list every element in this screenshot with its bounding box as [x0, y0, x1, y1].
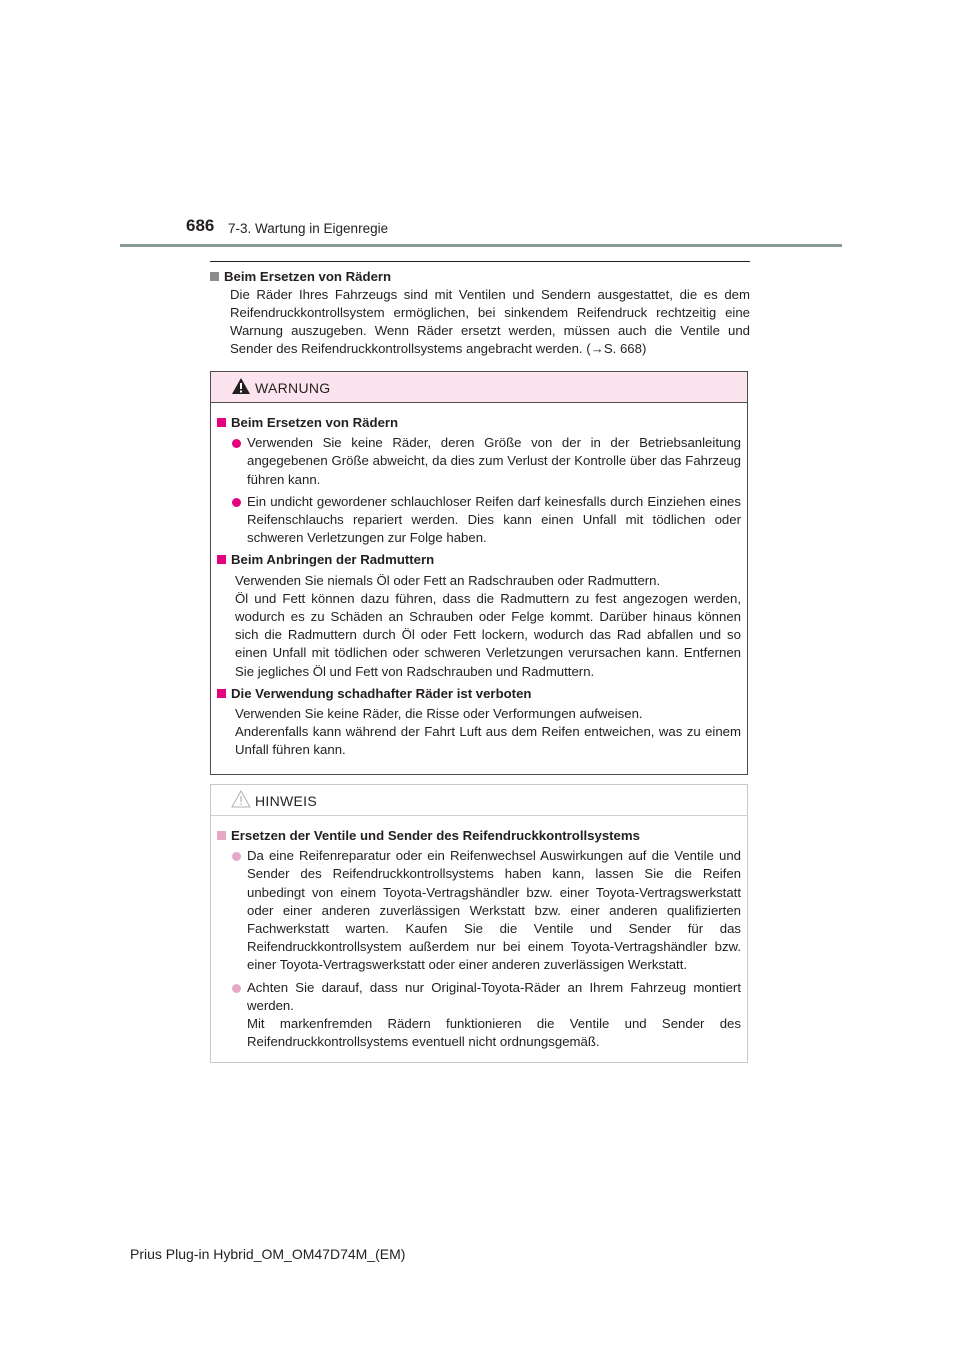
intro-heading: [210, 268, 750, 286]
notice-item-heading-text: Ersetzen der Ventile und Sender des Reifendruckkontrollsystems: [231, 828, 640, 843]
warning-paragraph-line: Verwenden Sie keine Räder, die Risse oder Verformungen aufweisen.: [235, 706, 643, 722]
warning-bullet: [223, 434, 741, 489]
round-bullet-icon: [232, 984, 241, 993]
warning-bullet-text: Ein undicht gewordener schlauchloser Reifen darf keinesfalls durch Einziehen eines Reifenschlauchs repariert werden. Dies kann einen Unfall mit tödlichen oder schweren Verletzungen zur Folge haben.: [247, 493, 741, 546]
warning-paragraph: [217, 705, 741, 760]
warning-triangle-icon: [231, 377, 251, 395]
intro-section: [210, 268, 750, 358]
warning-bullet: [223, 493, 741, 548]
warning-bullet-text: Verwenden Sie keine Räder, deren Größe von der in der Betriebsanleitung angegebenen Größe abweicht, da dies zum Verlust der Kontrolle über das Fahrzeug führen kann.: [247, 435, 741, 487]
round-bullet-icon: [232, 498, 241, 507]
warning-item-heading-text: Beim Ersetzen von Rädern: [231, 415, 399, 430]
warning-title-bar: [211, 372, 747, 403]
notice-title: HINWEIS: [255, 793, 317, 809]
warning-paragraph-line: Verwenden Sie niemals Öl oder Fett an Radschrauben oder Radmuttern.: [235, 572, 661, 588]
square-bullet-icon: [217, 555, 226, 564]
warning-paragraph-line: Öl und Fett können dazu führen, dass die Radmuttern zu fest angezogen werden, wodurch es zu Schäden an Schrauben oder Felge kommt. Darüber hinaus können sich die Radmuttern durch Öl oder Fett lockern, wodurch das Rad abfallen und so einen Unfall mit tödlichen oder schweren Verletzungen verursachen kann. Entfernen Sie jegliches Öl und Fett von Radschrauben und Radmuttern.: [235, 590, 741, 679]
warning-content: [211, 403, 747, 760]
warning-item-heading: [217, 414, 741, 432]
notice-bullet: [223, 847, 741, 974]
intro-text: Die Räder Ihres Fahrzeugs sind mit Ventilen und Sendern ausgestattet, die es dem Reifendruckkontrollsystem ermöglichen, bei sinkendem Reifendruck rechtzeitig eine Warnung auszugeben. Wenn Räder ersetzt werden, müssen auch die Ventile und Sender des Reifendruckkontrollsystems angebracht werden. (→S. 668): [230, 287, 750, 356]
warning-paragraph: [217, 572, 741, 681]
notice-bullet-line: Achten Sie darauf, dass nur Original-Toyota-Räder an Ihrem Fahrzeug montiert werden.: [247, 979, 741, 1013]
section-title: 7-3. Wartung in Eigenregie: [228, 221, 389, 236]
warning-box: [210, 371, 748, 775]
intro-heading-text: Beim Ersetzen von Rädern: [224, 269, 392, 284]
document-footer: Prius Plug-in Hybrid_OM_OM47D74M_(EM): [130, 1246, 406, 1262]
notice-item-heading: [217, 827, 741, 845]
warning-item-heading: [217, 551, 741, 569]
notice-box: [210, 784, 748, 1063]
square-bullet-icon: [210, 272, 219, 281]
notice-content: [211, 816, 747, 1051]
square-bullet-icon: [217, 831, 226, 840]
square-bullet-icon: [217, 418, 226, 427]
square-bullet-icon: [217, 689, 226, 698]
warning-title: WARNUNG: [255, 380, 331, 396]
warning-item-heading: [217, 685, 741, 703]
warning-paragraph-line: Anderenfalls kann während der Fahrt Luft aus dem Reifen entweichen, was zu einem Unfall führen kann.: [235, 724, 741, 758]
notice-bullet: [223, 979, 741, 1052]
round-bullet-icon: [232, 852, 241, 861]
notice-triangle-icon: [231, 790, 251, 808]
notice-bullet-text: Da eine Reifenreparatur oder ein Reifenwechsel Auswirkungen auf die Ventile und Sender des Reifendruckkontrollsystems haben kann, lassen Sie die Reifen unbedingt von einem Toyota-Vertragshändler bzw. einer Toyota-Vertragswerkstatt oder einer anderen zuverlässigen Werkstatt bzw. einer anderen qualifizierten Fachwerkstatt warten. Kaufen Sie die Ventile und Sender für das Reifendruckkontrollsystem außerdem nur bei einem Toyota-Vertragshändler bzw. einer Toyota-Vertragswerkstatt oder einer anderen zuverlässigen Werkstatt.: [247, 848, 741, 973]
content-divider: [210, 261, 750, 262]
round-bullet-icon: [232, 439, 241, 448]
header-divider: [120, 244, 842, 247]
page-number: 686: [186, 216, 215, 235]
warning-item-heading-text: Beim Anbringen der Radmuttern: [231, 552, 435, 568]
warning-item-heading-text: Die Verwendung schadhafter Räder ist verboten: [231, 685, 532, 701]
notice-title-bar: [211, 785, 747, 816]
notice-bullet-line: Mit markenfremden Rädern funktionieren die Ventile und Sender des Reifendruckkontrollsystems eventuell nicht ordnungsgemäß.: [247, 1016, 741, 1050]
